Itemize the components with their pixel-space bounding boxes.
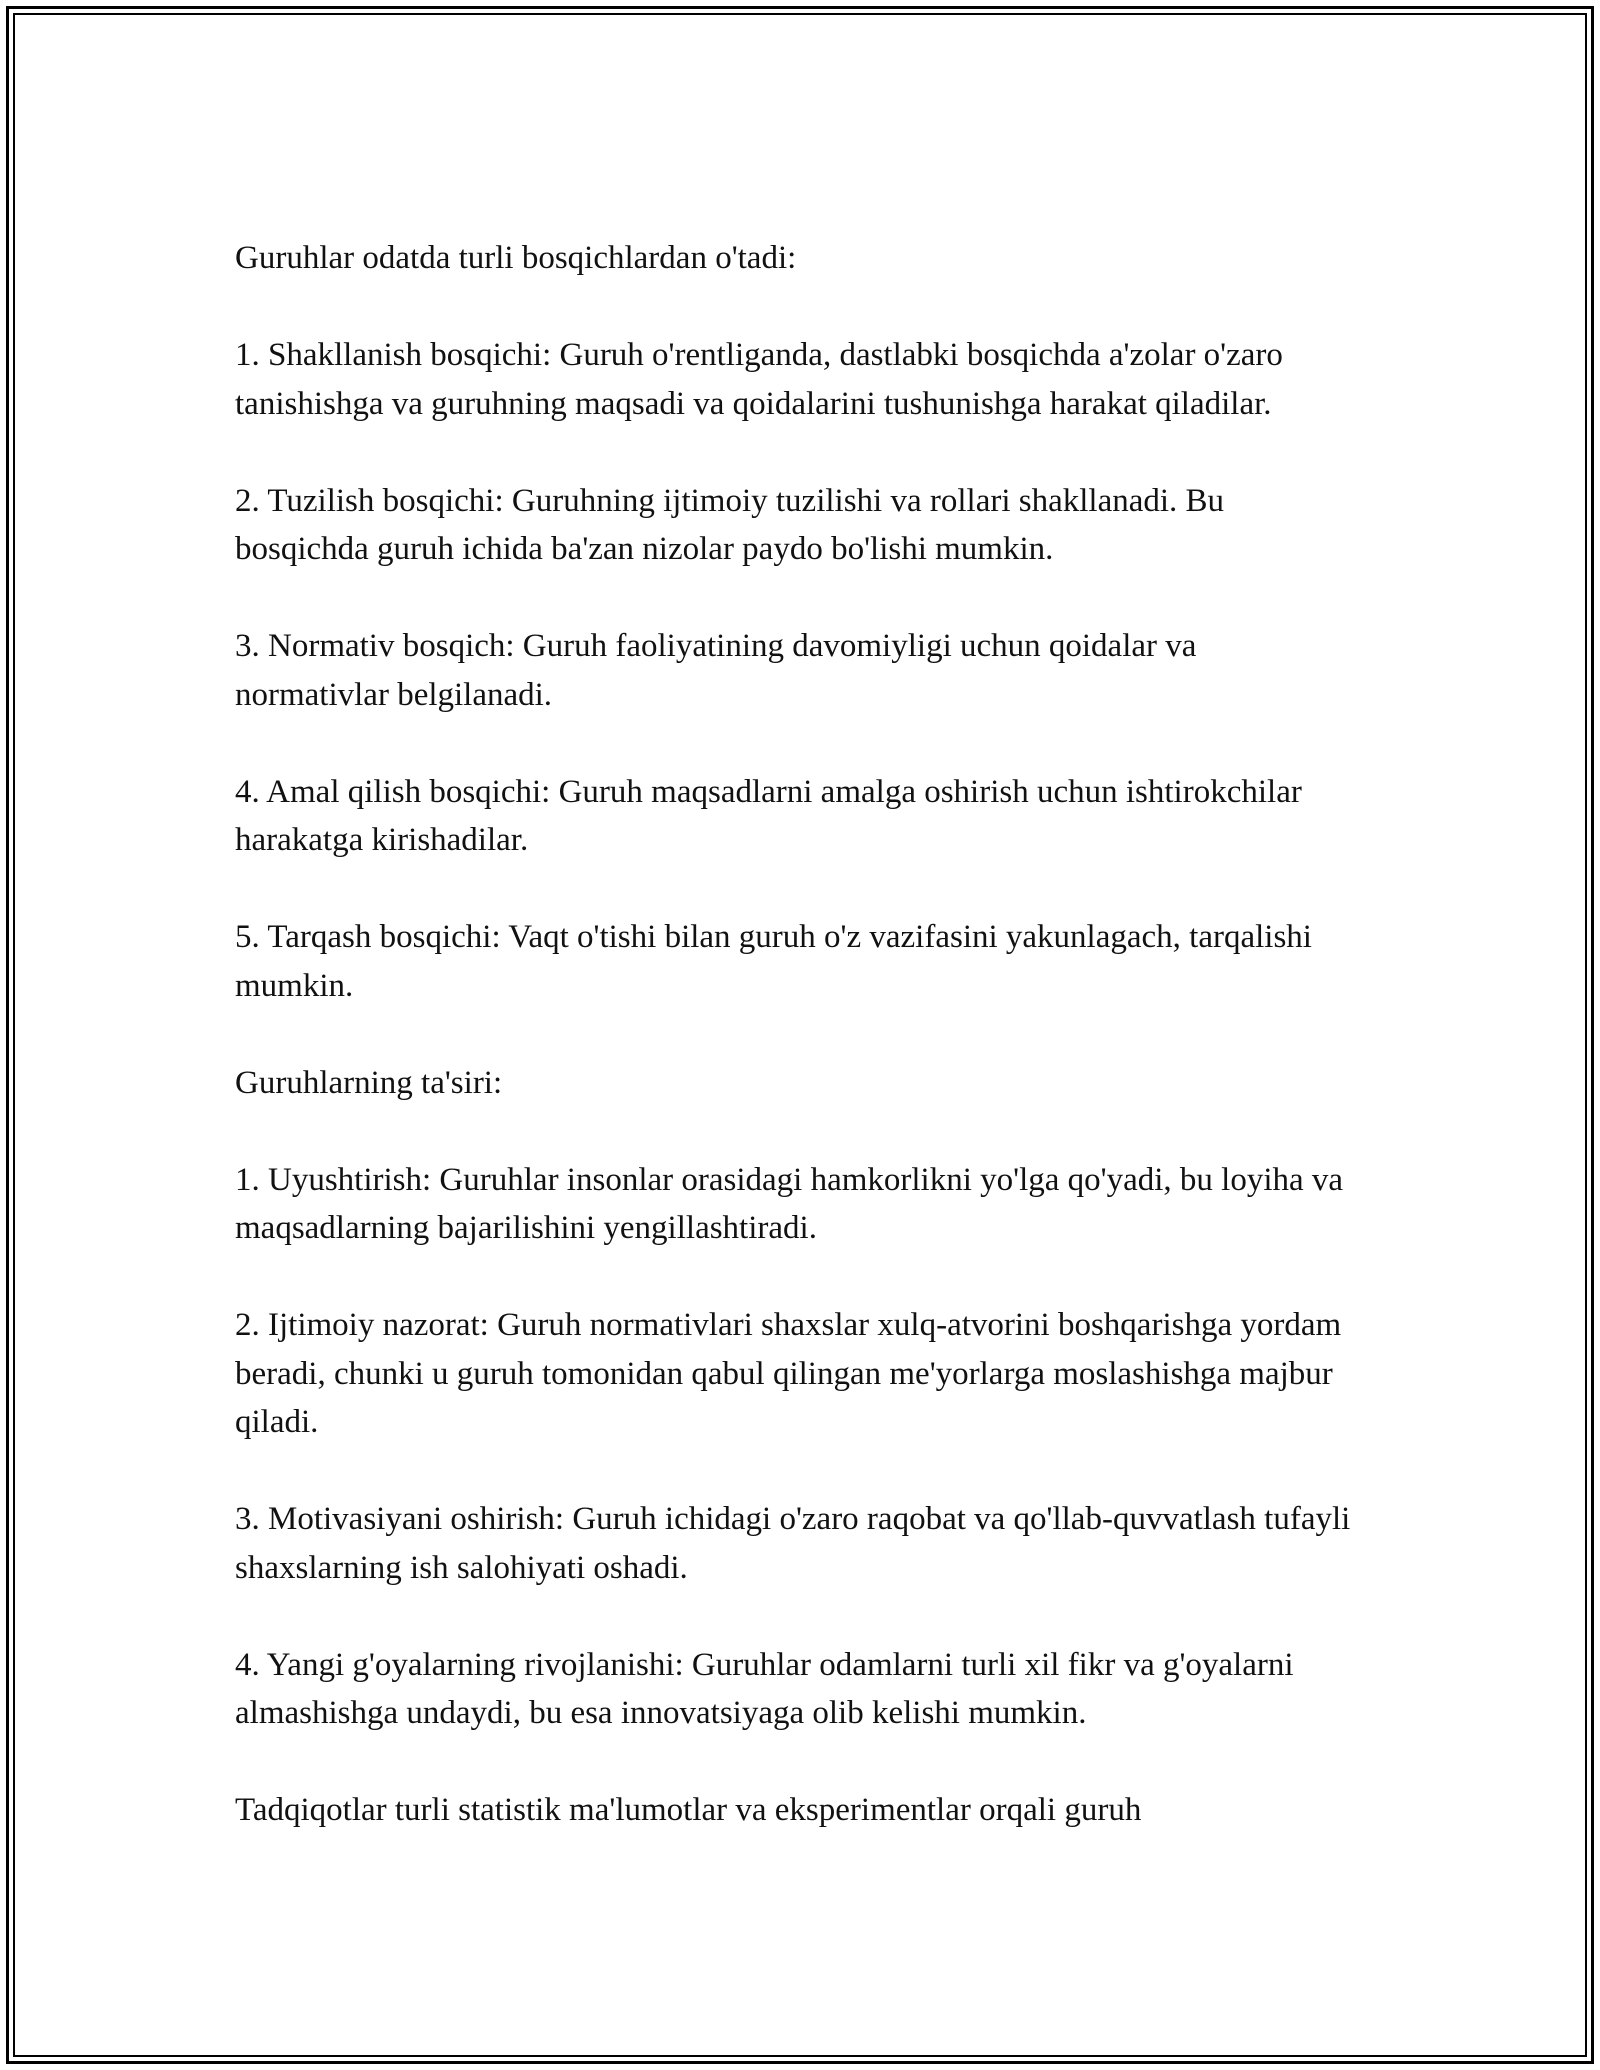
influence-social-control: 2. Ijtimoiy nazorat: Guruh normativlari shaxslar xulq-atvorini boshqarishga yordam beradi, chunki u guruh tomonidan qabul qilingan me'yorlarga moslashishga majbur qiladi. bbox=[235, 1307, 1342, 1440]
influence-heading: Guruhlarning ta'siri: bbox=[235, 1064, 503, 1101]
stage-performing: 4. Amal qilish bosqichi: Guruh maqsadlarni amalga oshirish uchun ishtirokchilar harakatga kirishadilar. bbox=[235, 773, 1302, 858]
influence-organizing: 1. Uyushtirish: Guruhlar insonlar orasidagi hamkorlikni yo'lga qo'yadi, bu loyiha va maqsadlarning bajarilishini yengillashtiradi. bbox=[235, 1161, 1344, 1246]
stage-structuring: 2. Tuzilish bosqichi: Guruhning ijtimoiy tuzilishi va rollari shakllanadi. Bu bosqichda guruh ichida ba'zan nizolar paydo bo'lishi mumkin. bbox=[235, 482, 1225, 567]
stage-dispersal: 5. Tarqash bosqichi: Vaqt o'tishi bilan guruh o'z vazifasini yakunlagach, tarqalishi mumkin. bbox=[235, 919, 1312, 1004]
stage-normative: 3. Normativ bosqich: Guruh faoliyatining davomiyligi uchun qoidalar va normativlar belgilanadi. bbox=[235, 628, 1197, 713]
document-body bbox=[235, 234, 1355, 1835]
intro-stages-heading: Guruhlar odatda turli bosqichlardan o'tadi: bbox=[235, 240, 797, 276]
influence-motivation: 3. Motivasiyani oshirish: Guruh ichidagi o'zaro raqobat va qo'llab-quvvatlash tufayli shaxslarning ish salohiyati oshadi. bbox=[235, 1501, 1351, 1586]
stage-formation: 1. Shakllanish bosqichi: Guruh o'rentliganda, dastlabki bosqichda a'zolar o'zaro tanishishga va guruhning maqsadi va qoidalarini tushunishga harakat qiladilar. bbox=[235, 337, 1283, 422]
research-paragraph: Tadqiqotlar turli statistik ma'lumotlar va eksperimentlar orqali guruh bbox=[235, 1792, 1142, 1828]
influence-new-ideas: 4. Yangi g'oyalarning rivojlanishi: Guruhlar odamlarni turli xil fikr va g'oyalarni almashishga undaydi, bu esa innovatsiyaga olib kelishi mumkin. bbox=[235, 1646, 1294, 1731]
